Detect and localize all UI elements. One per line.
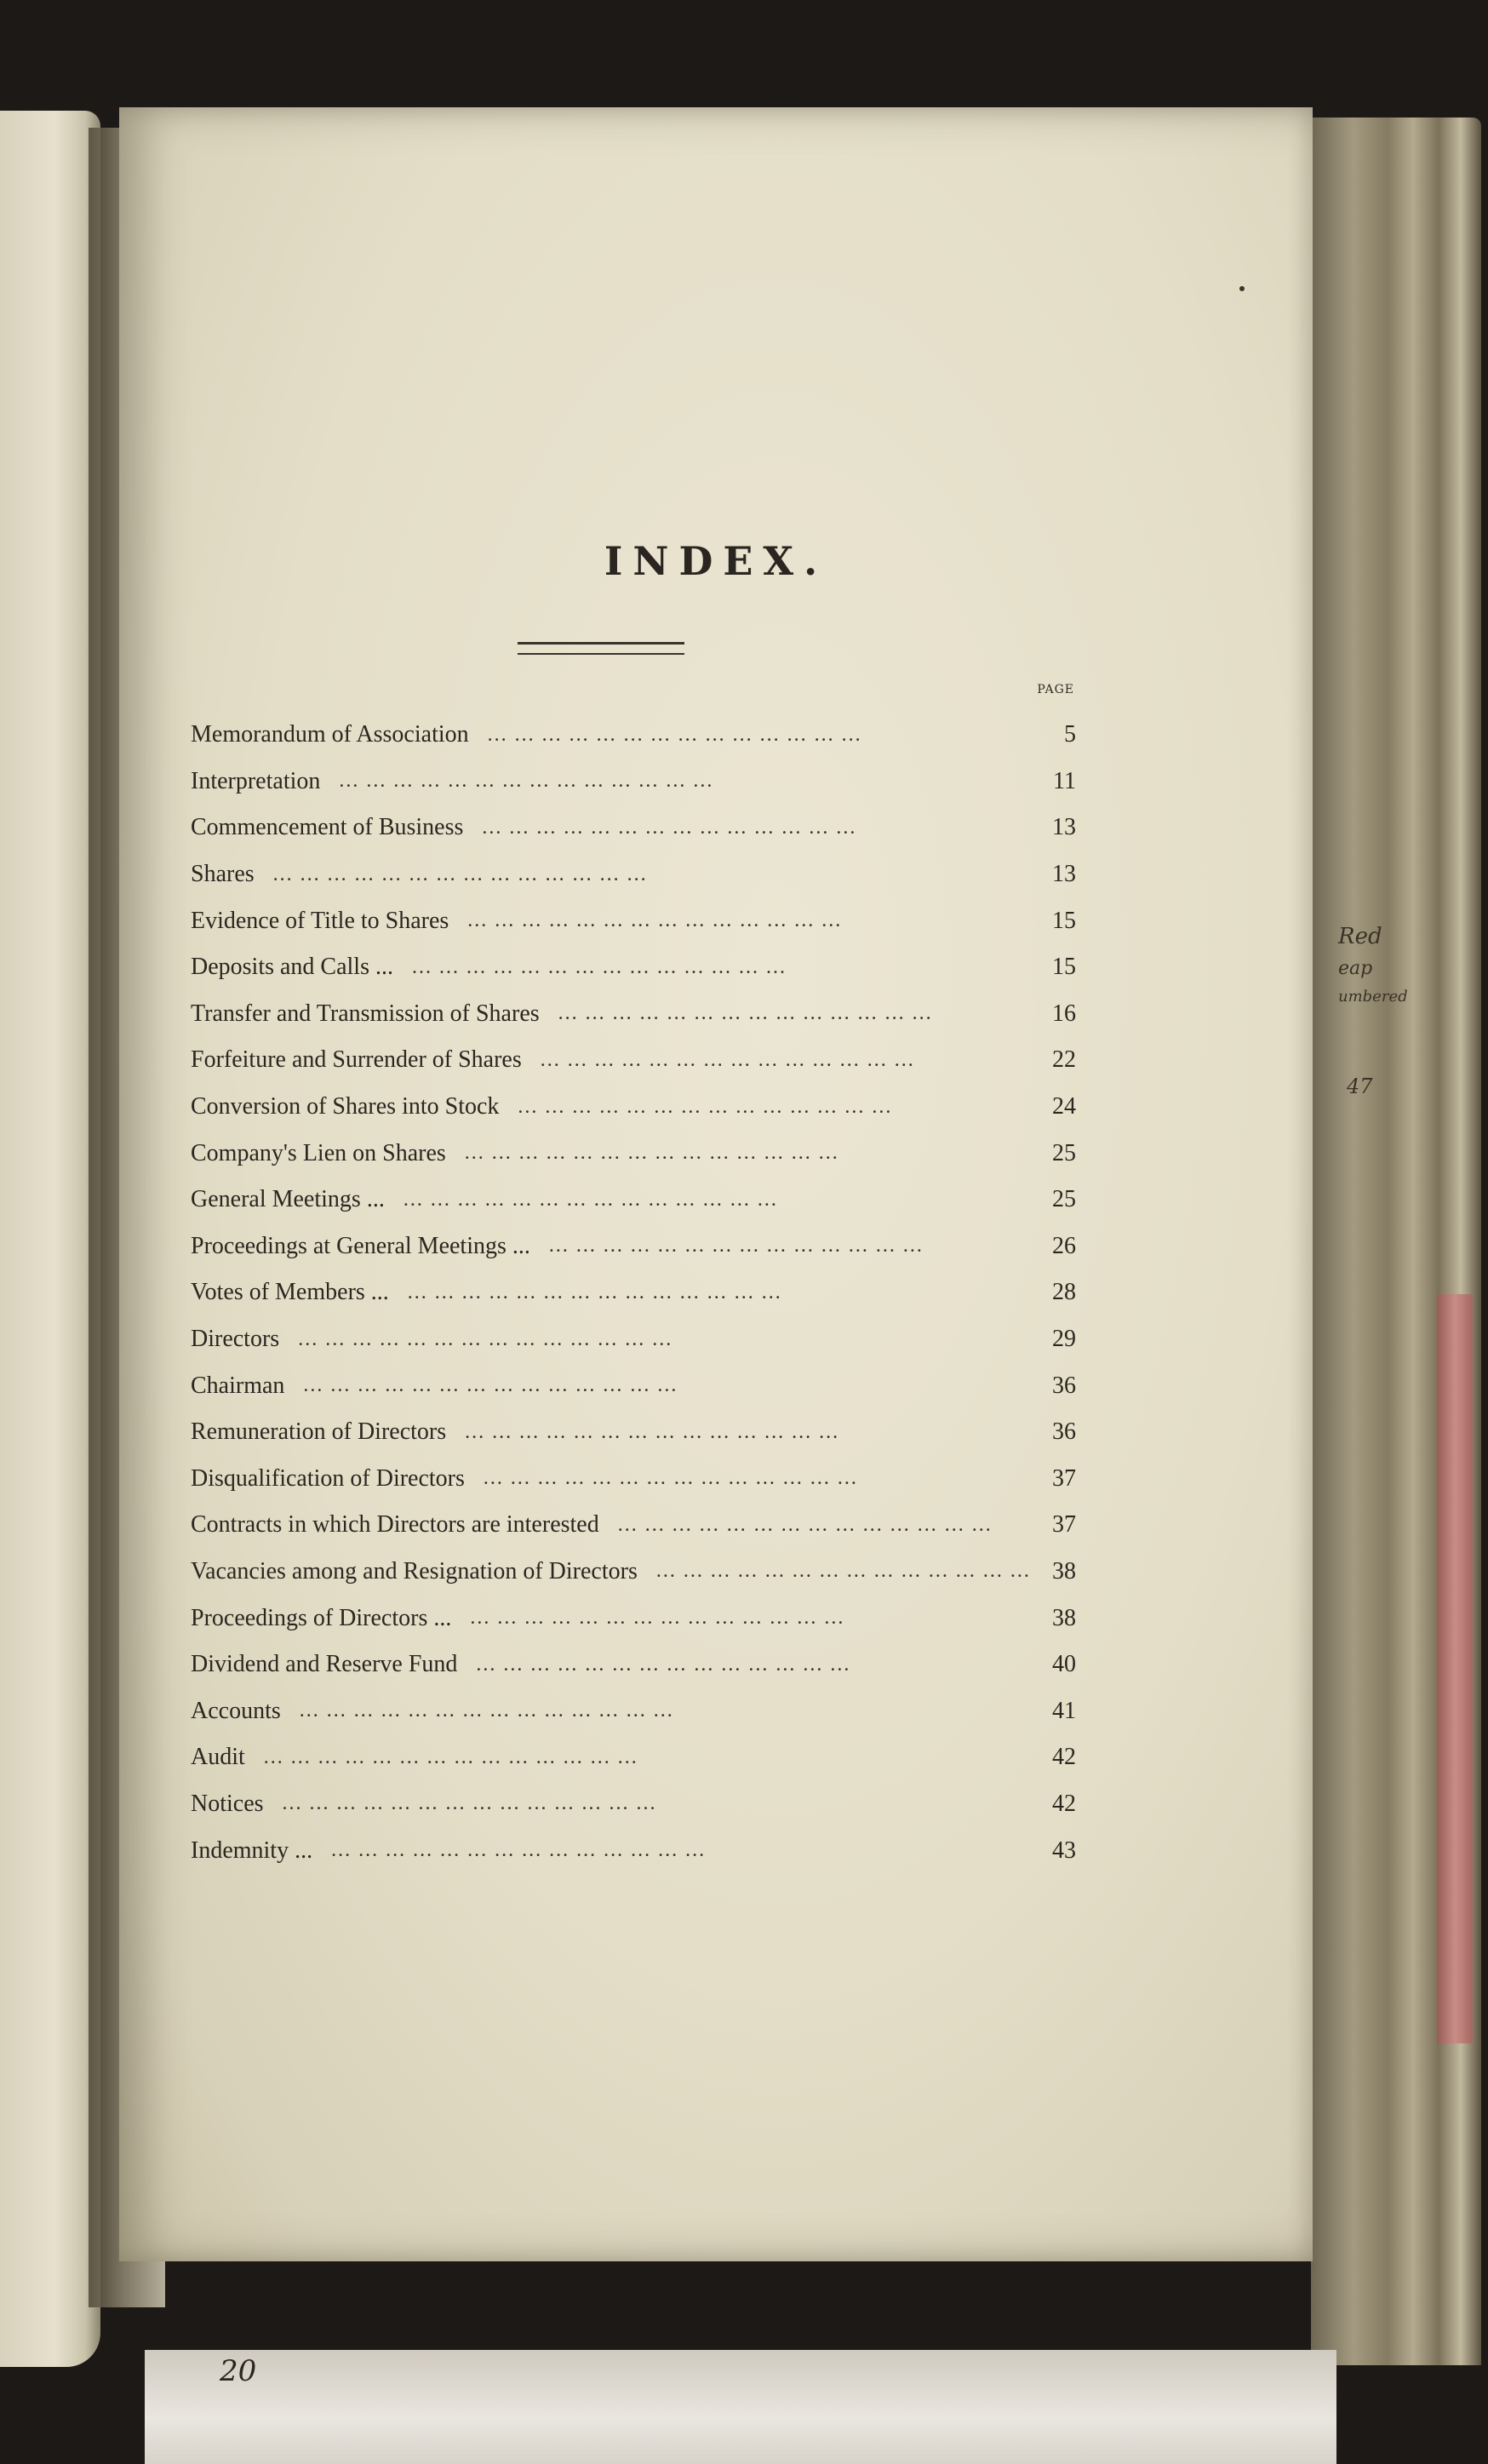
dot-leader: ... ... ... ... ... ... ... ... ... ... ... ... ... ... <box>482 816 857 839</box>
margin-note-2: eap <box>1338 958 1373 979</box>
dot-leader: ... ... ... ... ... ... ... ... ... ... ... ... ... ... <box>476 1653 851 1676</box>
index-entry <box>191 1316 1076 1363</box>
index-entry <box>191 805 1076 851</box>
index-entry-page-number: 15 <box>1052 954 1076 981</box>
dot-leader: ... ... ... ... ... ... ... ... ... ... ... ... ... ... <box>403 1188 778 1211</box>
dot-leader: ... ... ... ... ... ... ... ... ... ... ... ... ... ... <box>470 1607 845 1630</box>
page-column-header: PAGE <box>1037 683 1074 696</box>
index-entry-title: Proceedings of Directors ... <box>191 1604 452 1631</box>
index-entry-page-number: 22 <box>1052 1046 1076 1074</box>
index-entry-title: Directors <box>191 1326 280 1353</box>
index-entry <box>191 1037 1076 1084</box>
dot-leader: ... ... ... ... ... ... ... ... ... ... ... ... ... ... <box>487 723 862 746</box>
dot-leader: ... ... ... ... ... ... ... ... ... ... ... ... ... ... <box>407 1281 782 1304</box>
red-ribbon <box>1437 1294 1473 2043</box>
index-entry <box>191 1502 1076 1549</box>
index-entry <box>191 1177 1076 1223</box>
index-entry-page-number: 28 <box>1052 1279 1076 1306</box>
index-entry-title: Vacancies among and Resignation of Directors <box>191 1557 638 1584</box>
index-entry-title: Memorandum of Association <box>191 721 469 748</box>
index-entry-page-number: 25 <box>1052 1139 1076 1166</box>
index-entry-page-number: 37 <box>1052 1464 1076 1492</box>
index-entry-title: Contracts in which Directors are interested <box>191 1511 599 1539</box>
index-entry-title: Chairman <box>191 1372 285 1399</box>
index-entry <box>191 1734 1076 1781</box>
dot-leader: ... ... ... ... ... ... ... ... ... ... ... ... ... ... <box>331 1839 707 1862</box>
index-entry-page-number: 26 <box>1052 1232 1076 1259</box>
index-entry-page-number: 29 <box>1052 1326 1076 1353</box>
index-entry-page-number: 13 <box>1052 814 1076 841</box>
index-entry-page-number: 13 <box>1052 861 1076 888</box>
index-entry <box>191 1781 1076 1828</box>
index-entry <box>191 991 1076 1038</box>
index-entry-title: Accounts <box>191 1697 281 1724</box>
index-entry <box>191 1084 1076 1131</box>
index-entry-page-number: 25 <box>1052 1186 1076 1213</box>
index-entry-page-number: 11 <box>1053 767 1076 794</box>
dot-leader: ... ... ... ... ... ... ... ... ... ... ... ... ... ... <box>655 1560 1031 1583</box>
index-entry-page-number: 38 <box>1052 1557 1076 1584</box>
index-entry-page-number: 24 <box>1052 1093 1076 1120</box>
index-entry <box>191 1130 1076 1177</box>
index-entry-title: Dividend and Reserve Fund <box>191 1651 458 1678</box>
dot-leader: ... ... ... ... ... ... ... ... ... ... ... ... ... ... <box>548 1235 924 1258</box>
index-entry-page-number: 5 <box>1064 721 1076 748</box>
dot-leader: ... ... ... ... ... ... ... ... ... ... ... ... ... ... <box>299 1699 674 1722</box>
dot-leader: ... ... ... ... ... ... ... ... ... ... ... ... ... ... <box>282 1792 657 1815</box>
index-entry-page-number: 42 <box>1052 1744 1076 1771</box>
index-entry-page-number: 40 <box>1052 1651 1076 1678</box>
index-entry-title: Shares <box>191 861 255 888</box>
index-entry <box>191 1642 1076 1688</box>
index-entry-title: Company's Lien on Shares <box>191 1139 446 1166</box>
dot-leader: ... ... ... ... ... ... ... ... ... ... ... ... ... ... <box>483 1467 858 1490</box>
index-list <box>191 712 1076 1874</box>
dot-leader: ... ... ... ... ... ... ... ... ... ... ... ... ... ... <box>540 1048 915 1071</box>
index-entry <box>191 1456 1076 1503</box>
page-title: INDEX. <box>604 538 828 584</box>
index-entry-title: Transfer and Transmission of Shares <box>191 1000 540 1027</box>
index-entry-title: Votes of Members ... <box>191 1279 389 1306</box>
index-entry <box>191 1688 1076 1734</box>
index-entry-title: Interpretation <box>191 767 321 794</box>
index-entry-title: Indemnity ... <box>191 1837 313 1864</box>
index-entry-title: Proceedings at General Meetings ... <box>191 1232 530 1259</box>
index-entry <box>191 1362 1076 1409</box>
dot-leader: ... ... ... ... ... ... ... ... ... ... ... ... ... ... <box>467 909 843 932</box>
index-entry <box>191 897 1076 944</box>
index-entry-page-number: 42 <box>1052 1790 1076 1817</box>
index-entry-title: Conversion of Shares into Stock <box>191 1093 500 1120</box>
index-entry-title: Commencement of Business <box>191 814 464 841</box>
index-entry <box>191 944 1076 991</box>
title-double-rule <box>518 642 684 655</box>
bottom-handwriting: 20 <box>220 2354 257 2388</box>
index-entry-title: Forfeiture and Surrender of Shares <box>191 1046 522 1074</box>
dot-leader: ... ... ... ... ... ... ... ... ... ... ... ... ... ... <box>465 1420 840 1443</box>
index-entry-page-number: 37 <box>1052 1511 1076 1539</box>
dot-leader: ... ... ... ... ... ... ... ... ... ... ... ... ... ... <box>298 1327 673 1350</box>
index-page <box>119 107 1313 2261</box>
index-entry-title: Audit <box>191 1744 245 1771</box>
index-entry-title: Notices <box>191 1790 264 1817</box>
index-entry <box>191 851 1076 898</box>
dot-leader: ... ... ... ... ... ... ... ... ... ... ... ... ... ... <box>339 770 714 793</box>
index-entry <box>191 1549 1076 1596</box>
margin-note-1: Red <box>1338 924 1382 949</box>
previous-page-edge <box>0 111 100 2367</box>
dot-leader: ... ... ... ... ... ... ... ... ... ... ... ... ... ... <box>558 1002 933 1025</box>
index-entry <box>191 1269 1076 1316</box>
index-entry-page-number: 36 <box>1052 1418 1076 1446</box>
dot-leader: ... ... ... ... ... ... ... ... ... ... ... ... ... ... <box>272 862 648 885</box>
underlying-paper <box>145 2350 1336 2464</box>
dot-leader: ... ... ... ... ... ... ... ... ... ... ... ... ... ... <box>617 1513 993 1536</box>
index-entry-page-number: 41 <box>1052 1697 1076 1724</box>
dot-leader: ... ... ... ... ... ... ... ... ... ... ... ... ... ... <box>263 1745 638 1768</box>
index-entry-page-number: 36 <box>1052 1372 1076 1399</box>
index-entry-page-number: 43 <box>1052 1837 1076 1864</box>
index-entry <box>191 1595 1076 1642</box>
index-entry-title: Remuneration of Directors <box>191 1418 447 1446</box>
index-entry <box>191 759 1076 805</box>
index-entry-page-number: 16 <box>1052 1000 1076 1027</box>
dot-leader: ... ... ... ... ... ... ... ... ... ... ... ... ... ... <box>518 1095 893 1118</box>
index-entry <box>191 1827 1076 1874</box>
index-entry-page-number: 15 <box>1052 907 1076 934</box>
index-entry <box>191 1223 1076 1270</box>
dot-leader: ... ... ... ... ... ... ... ... ... ... ... ... ... ... <box>464 1142 839 1165</box>
index-entry-title: Disqualification of Directors <box>191 1464 465 1492</box>
dot-leader: ... ... ... ... ... ... ... ... ... ... ... ... ... ... <box>303 1374 678 1397</box>
index-entry-title: Deposits and Calls ... <box>191 954 393 981</box>
index-entry-title: Evidence of Title to Shares <box>191 907 449 934</box>
index-entry <box>191 712 1076 759</box>
dot-leader: ... ... ... ... ... ... ... ... ... ... ... ... ... ... <box>412 955 787 978</box>
margin-note-4: 47 <box>1347 1074 1373 1098</box>
index-entry-page-number: 38 <box>1052 1604 1076 1631</box>
index-entry-title: General Meetings ... <box>191 1186 385 1213</box>
index-entry <box>191 1409 1076 1456</box>
margin-note-3: umbered <box>1338 988 1408 1006</box>
paper-speck <box>1239 286 1245 291</box>
